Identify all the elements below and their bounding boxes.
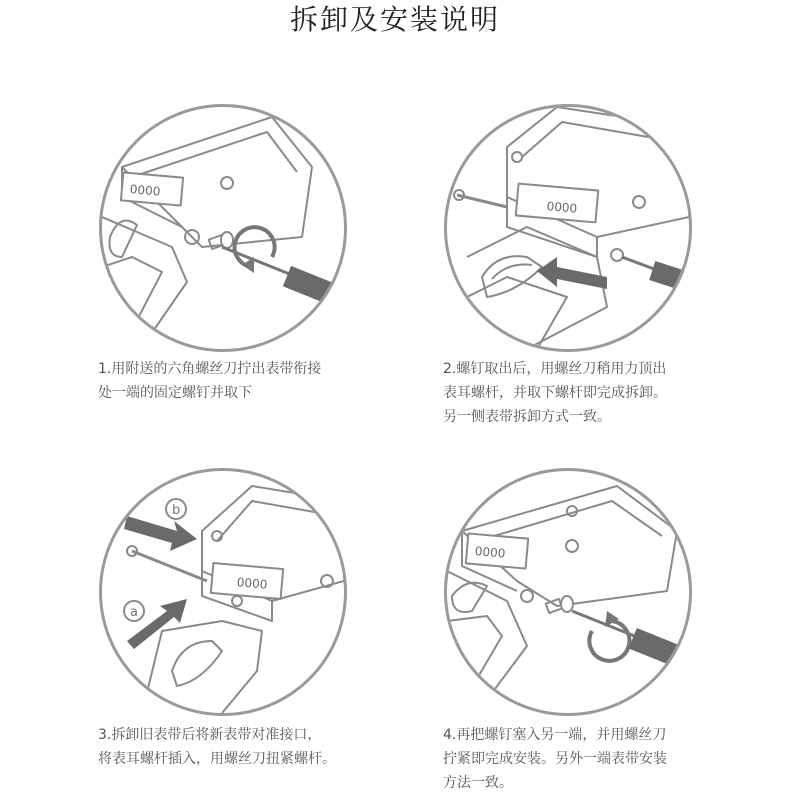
caption-line: 方法一致。 [443,775,513,791]
step-1-caption [98,357,321,405]
step-3-illustration [99,468,347,716]
caption-line: 处一端的固定螺钉并取下 [98,385,252,401]
step-2-illustration [444,104,692,352]
marker-b: b [172,503,181,518]
step-1-illustration [99,104,347,352]
device-label: 0000 [236,575,268,592]
watch-screw-removal-illustration [102,107,344,349]
page-title: 拆卸及安装说明 [289,3,500,36]
screw-tighten-illustration [447,471,689,713]
caption-line: 1.用附送的六角螺丝刀拧出表带衔接 [98,361,322,377]
caption-line: 3.拆卸旧表带后将新表带对准接口， [98,727,322,743]
caption-line: 表耳螺杆，并取下螺杆即完成拆卸。 [443,385,667,401]
caption-line: 2.螺钉取出后，用螺丝刀稍用力顶出 [443,361,667,377]
caption-line: 将表耳螺杆插入，用螺丝刀扭紧螺杆。 [98,751,336,767]
step-2-caption [443,357,667,429]
step-4-illustration [444,468,692,716]
device-label: 0000 [546,199,578,216]
caption-line: 4.再把螺钉塞入另一端，并用螺丝刀 [443,727,667,743]
watch-pin-removal-illustration [447,107,689,349]
device-label: 0000 [474,544,506,561]
step-3-caption [98,723,336,771]
caption-line: 另一侧表带拆卸方式一致。 [443,409,611,425]
device-label: 0000 [129,182,161,199]
band-install-illustration [102,471,344,713]
step-4-caption [443,723,667,795]
marker-a: a [130,605,138,620]
caption-line: 拧紧即完成安装。另外一端表带安装 [443,751,667,767]
